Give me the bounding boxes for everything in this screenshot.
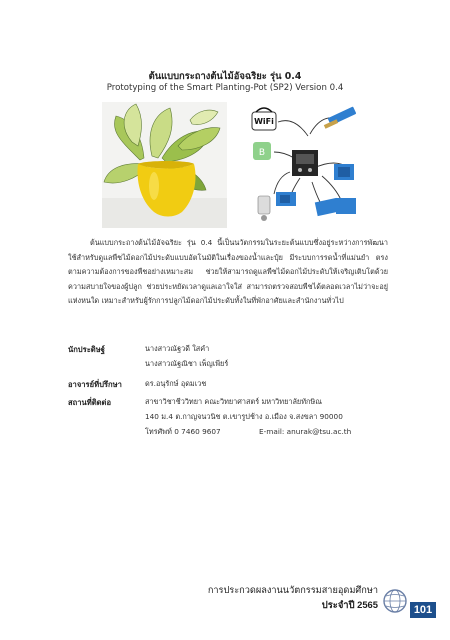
page-number: 101 xyxy=(410,602,436,618)
phone-number: โทรศัพท์ 0 7460 9607 xyxy=(145,427,221,436)
contact-line-1: สาขาวิชาชีววิทยา คณะวิทยาศาสตร์ มหาวิทยาลัยทักษิณ xyxy=(145,397,322,406)
water-pump-icon xyxy=(258,196,270,221)
valve-module-icon xyxy=(315,198,356,216)
advisor-name: ดร.อนุรักษ์ อุดมเวช xyxy=(145,379,207,388)
plant-pot-photo xyxy=(102,102,227,228)
relay-module-icon xyxy=(334,164,354,180)
wifi-icon xyxy=(252,108,276,130)
pump-module-icon xyxy=(276,192,296,206)
footer-competition-title: การประกวดผลงานนวัตกรรมสายอุดมศึกษา xyxy=(207,585,378,595)
contact-label: สถานที่ติดต่อ xyxy=(68,398,112,407)
title-english: Prototyping of the Smart Planting-Pot (SP2) Version 0.4 xyxy=(106,83,344,93)
description-paragraph xyxy=(68,236,388,309)
inventor-name-1: นางสาวณัฐวดี ใสคำ xyxy=(145,344,210,353)
inventor-label: นักประดิษฐ์ xyxy=(68,345,105,354)
inventor-name-2: นางสาวณัฐณิชา เพ็ญเพียร์ xyxy=(145,359,229,368)
footer-year: ประจำปี 2565 xyxy=(321,599,378,610)
microcontroller-icon xyxy=(292,150,318,176)
globe-logo-icon xyxy=(382,588,408,614)
description-text: ต้นแบบกระถางต้นไม้อัจฉริยะ รุ่น 0.4 นี้เป็นนวัตกรรมในระยะต้นแบบซึ่งอยู่ระหว่างการพัฒนา ใช้สำหรับดูแลพืชไม้ดอกไม้ประดับแบบอัตโนมัติในเรื่องของน้ำและปุ๋ย มีระบบการรดน้ำที่แม่นยำ ตรงตามความต้องการของพืชอย่างเหมาะสม ช่วยให้สามารถดูแลพืชไม้ดอกไม้ประดับให้เจริญเติบโตด้วยความสบายใจของผู้ปลูก ช่วยประหยัดเวลาดูแลเอาใจใส่ สามารถตรวจสอบพืชได้ตลอดเวลาไม่ว่าจะอยู่แห่งหนใด เหมาะสำหรับผู้รักการปลูกไม้ดอกไม้ประดับทั้งในที่พักอาศัยและสำนักงานทั่วไป xyxy=(68,238,388,306)
advisor-label: อาจารย์ที่ปรึกษา xyxy=(68,380,122,389)
svg-text:B: B xyxy=(258,148,266,158)
bluetooth-icon xyxy=(253,142,271,160)
contact-line-2: 140 ม.4 ต.กาญจนวนิช ต.เขารูปช้าง อ.เมือง จ.สงขลา 90000 xyxy=(145,412,343,421)
email-address: E-mail: anurak@tsu.ac.th xyxy=(259,427,352,436)
system-diagram xyxy=(250,106,362,224)
svg-text:WiFi: WiFi xyxy=(254,117,274,126)
title-thai: ต้นแบบกระถางต้นไม้อัจฉริยะ รุ่น 0.4 xyxy=(148,71,302,82)
